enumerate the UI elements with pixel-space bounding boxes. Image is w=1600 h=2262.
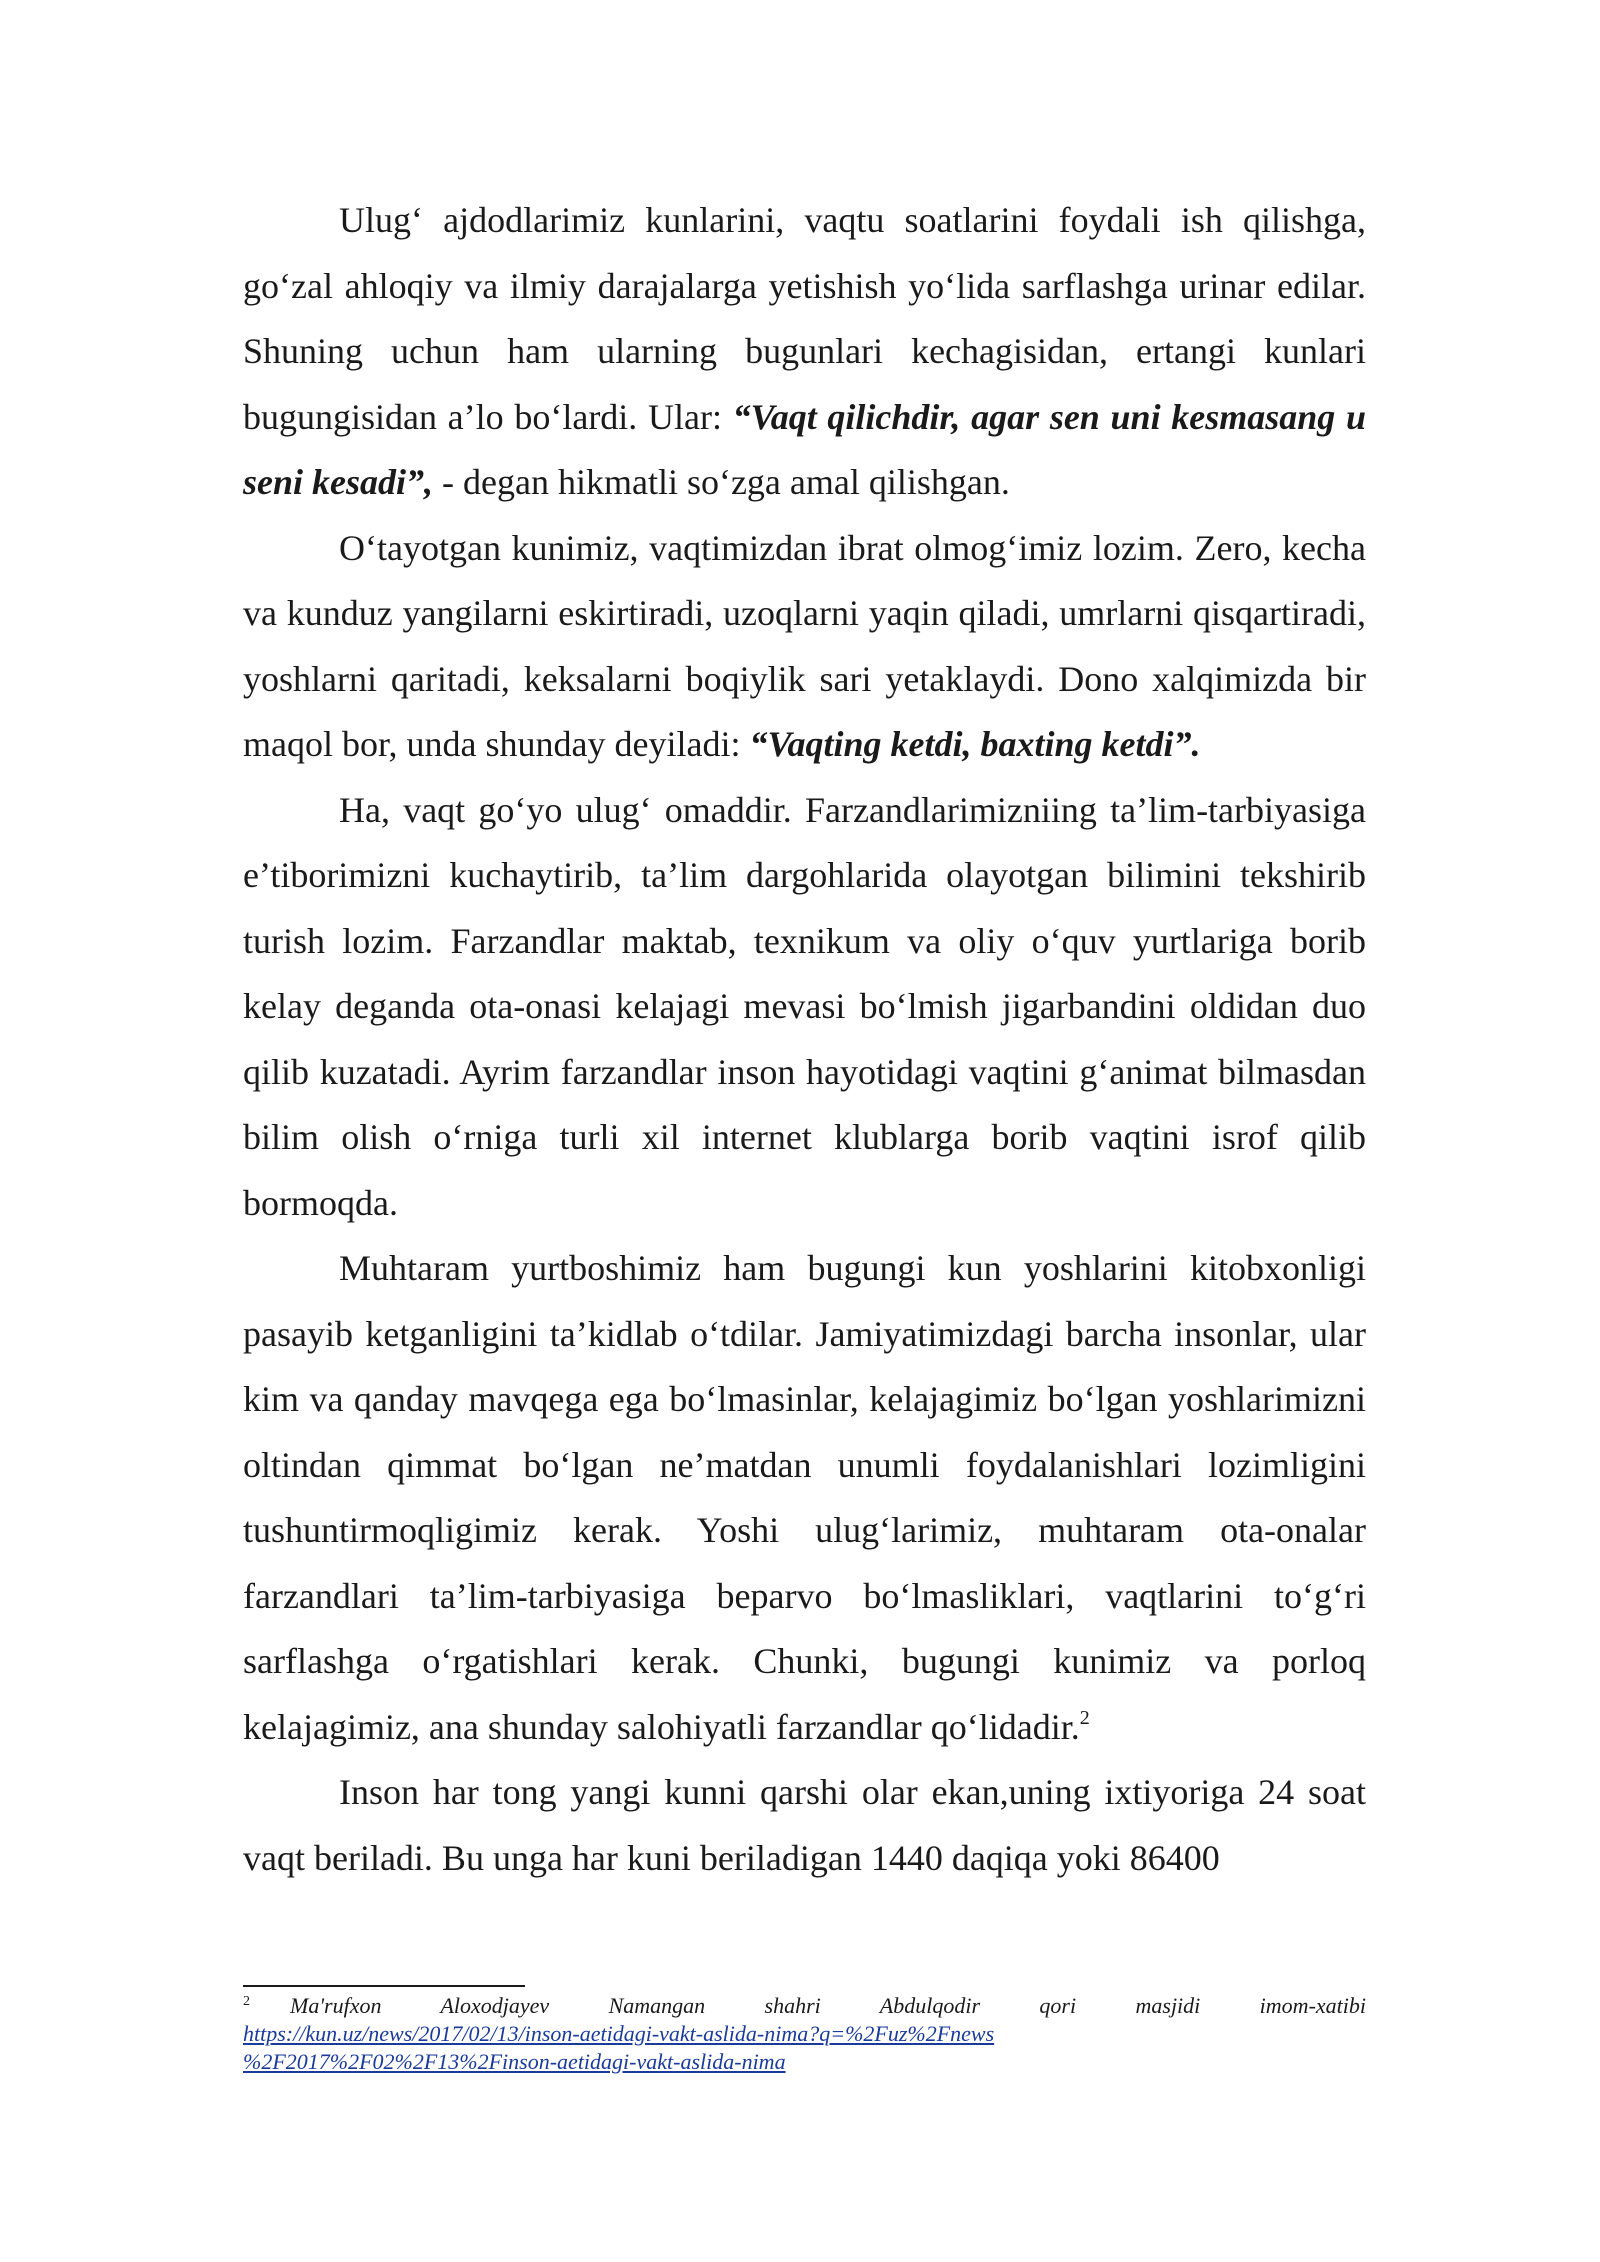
paragraph-4-text: Muhtaram yurtboshimiz ham bugungi kun yoshlarini kitobxonligi pasayib ketganligini ta’kidlab o‘tdilar. Jamiyatimizdagi barcha insonlar, ular kim va qanday mavqega ega bo‘lmasinlar, kelajagimiz bo‘lgan yoshlarimizni oltindan qimmat bo‘lgan ne’matdan unumli foydalanishlari lozimligini tushuntirmoqligimiz kerak. Yoshi ulug‘larimiz, muhtaram ota-onalar farzandlari ta’lim-tarbiyasiga beparvo bo‘lmasliklari, vaqtlarini to‘g‘ri sarflashga o‘rgatishlari kerak. Chunki, bugungi kunimiz va porloq kelajagimiz, ana shunday salohiyatli farzandlar qo‘lidadir. [243,1248,1366,1747]
paragraph-3 [243,778,1366,1237]
footnote-link-line-1[interactable]: https://kun.uz/news/2017/02/13/inson-aetidagi-vakt-aslida-nima?q=%2Fuz%2Fnews [243,2021,995,2046]
footnote-number: 2 [243,1993,250,2009]
footnote-separator [243,1985,525,1987]
footnote-link-line-2[interactable]: %2F2017%2F02%2F13%2Finson-aetidagi-vakt-aslida-nima [243,2049,786,2074]
paragraph-1-quote: “Vaqt qilichdir, agar sen uni kesmasang u seni kesadi”, [243,396,1366,502]
paragraph-2 [243,516,1366,778]
paragraph-1-text-after: - degan hikmatli so‘zga amal qilishgan. [433,462,1010,502]
paragraph-1 [243,188,1366,516]
paragraph-2-quote: “Vaqting ketdi, baxting ketdi”. [749,724,1201,764]
footnote-2 [243,1992,1366,2020]
footnote-link[interactable] [243,2020,1366,2076]
paragraph-4 [243,1236,1366,1760]
footnote-reference[interactable]: 2 [1079,1706,1090,1729]
paragraph-2-text: O‘tayotgan kunimiz, vaqtimizdan ibrat olmog‘imiz lozim. Zero, kecha va kunduz yangilarni eskirtiradi, uzoqlarni yaqin qiladi, umrlarni qisqartiradi, yoshlarni qaritadi, keksalarni boqiylik sari yetaklaydi. Dono xalqimizda bir maqol bor, unda shunday deyiladi: [243,527,1366,764]
footnote-area [243,1992,1366,2076]
body-text [243,188,1366,1891]
paragraph-3-text: Ha, vaqt go‘yo ulug‘ omaddir. Farzandlarimizniing ta’lim-tarbiyasiga e’tiborimizni kuchaytirib, ta’lim dargohlarida olayotgan bilimini tekshirib turish lozim. Farzandlar maktab, texnikum va oliy o‘quv yurtlariga borib kelay deganda ota-onasi kelajagi mevasi bo‘lmish jigarbandini oldidan duo qilib kuzatadi. Ayrim farzandlar inson hayotidagi vaqtini g‘animat bilmasdan bilim olish o‘rniga turli xil internet klublarga borib vaqtini isrof qilib bormoqda. [243,789,1366,1223]
paragraph-5 [243,1760,1366,1891]
footnote-text: Ma'rufxon Aloxodjayev Namangan shahri Abdulqodir qori masjidi imom-xatibi [290,1993,1366,2018]
paragraph-1-text: Ulug‘ ajdodlarimiz kunlarini, vaqtu soatlarini foydali ish qilishga, go‘zal ahloqiy va ilmiy darajalarga yetishish yo‘lida sarflashga urinar edilar. Shuning uchun ham ularning bugunlari kechagisidan, ertangi kunlari bugungisidan a’lo bo‘lardi. Ular: [243,200,1366,437]
paragraph-5-text: Inson har tong yangi kunni qarshi olar ekan,uning ixtiyoriga 24 soat vaqt beriladi. Bu unga har kuni beriladigan 1440 daqiqa yoki 86400 [243,1772,1366,1878]
